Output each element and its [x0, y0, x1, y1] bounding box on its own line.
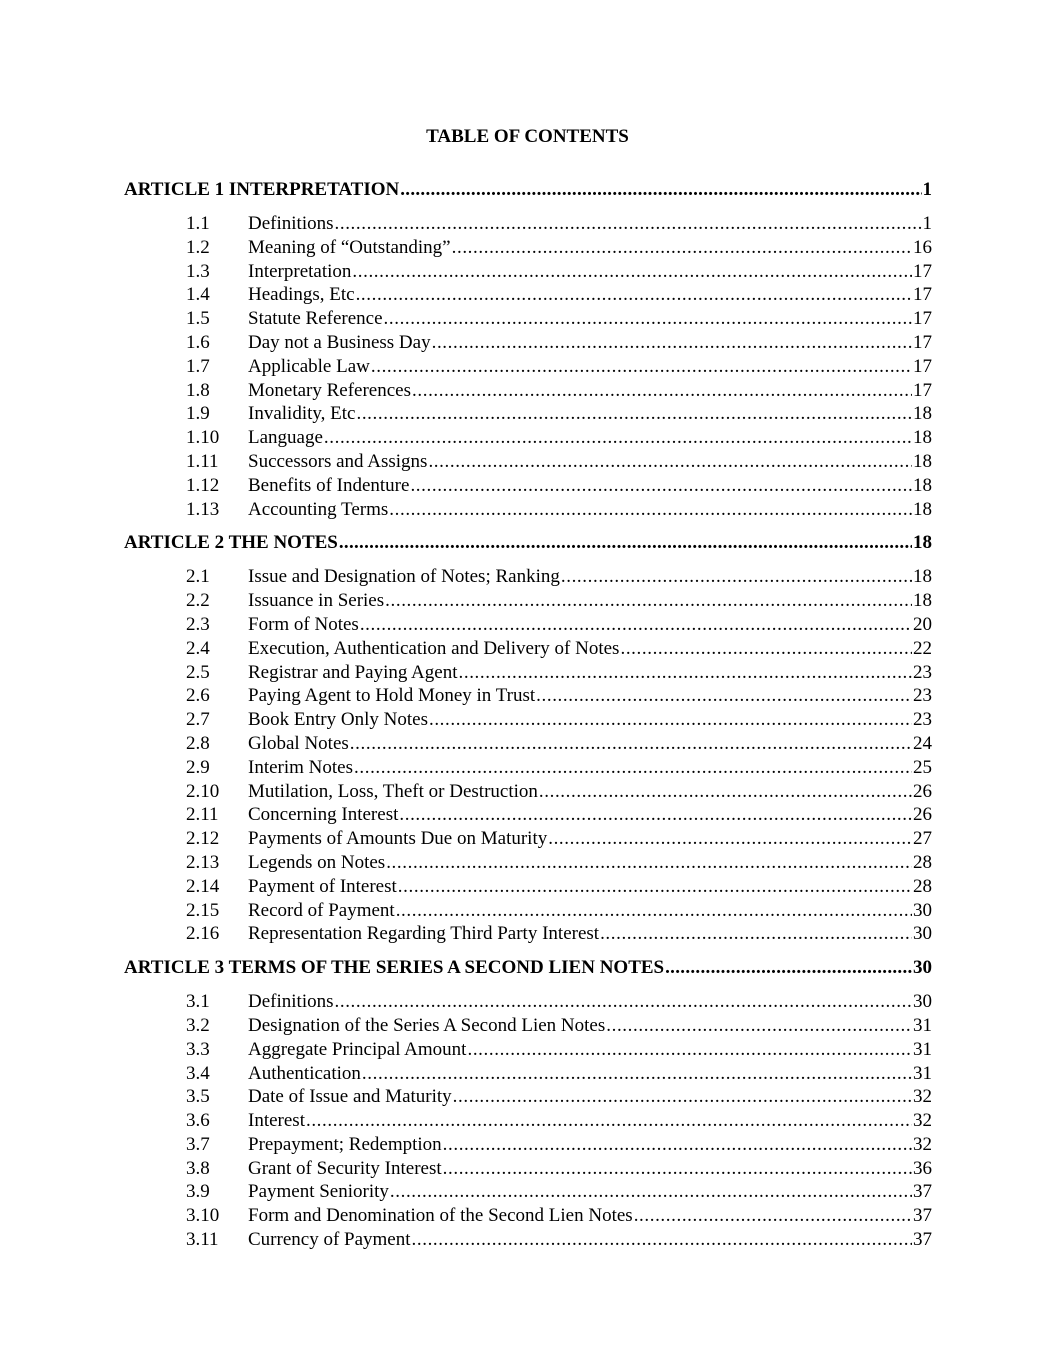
toc-section-entry[interactable]	[124, 402, 932, 426]
section-page-number: 18	[913, 498, 932, 520]
section-title: Aggregate Principal Amount	[248, 1038, 467, 1060]
dot-leader	[398, 875, 912, 899]
dot-leader	[306, 1109, 912, 1133]
toc-article-1	[124, 178, 932, 521]
article-label: ARTICLE 3 TERMS OF THE SERIES A SECOND LIEN NOTES	[124, 957, 665, 979]
toc-section-entry[interactable]	[124, 1133, 932, 1157]
section-page-number: 30	[913, 899, 932, 921]
dot-leader	[350, 732, 912, 756]
toc-section-entry[interactable]	[124, 922, 932, 946]
section-page-number: 28	[913, 875, 932, 897]
section-title: Benefits of Indenture	[248, 474, 410, 496]
dot-leader	[399, 803, 912, 827]
section-page-number: 28	[913, 851, 932, 873]
section-number: 2.4	[186, 637, 210, 659]
toc-section-entry[interactable]	[124, 355, 932, 379]
section-title: Record of Payment	[248, 899, 395, 921]
section-title: Currency of Payment	[248, 1229, 411, 1251]
section-page-number: 20	[913, 613, 932, 635]
article-page-number: 1	[922, 179, 932, 200]
section-number: 2.7	[186, 709, 210, 731]
toc-title: TABLE OF CONTENTS	[426, 126, 629, 147]
dot-leader	[362, 1062, 912, 1086]
section-page-number: 30	[913, 923, 932, 945]
toc-article-2	[124, 531, 932, 946]
section-number: 2.1	[186, 566, 210, 588]
section-title: Payments of Amounts Due on Maturity	[248, 828, 548, 850]
section-title: Headings, Etc	[248, 284, 355, 306]
toc-section-entry[interactable]	[124, 732, 932, 756]
section-page-number: 37	[913, 1205, 932, 1227]
section-title: Statute Reference	[248, 308, 383, 330]
section-list	[124, 212, 932, 521]
section-page-number: 18	[913, 566, 932, 588]
section-title: Definitions	[248, 991, 334, 1013]
section-title: Concerning Interest	[248, 804, 399, 826]
section-number: 3.8	[186, 1157, 210, 1179]
section-page-number: 23	[913, 661, 932, 683]
toc-section-entry[interactable]	[124, 899, 932, 923]
dot-leader	[606, 1014, 912, 1038]
dot-leader	[324, 426, 912, 450]
dot-leader	[548, 827, 912, 851]
dot-leader	[371, 355, 912, 379]
dot-leader	[459, 661, 913, 685]
dot-leader	[429, 708, 912, 732]
section-number: 3.5	[186, 1086, 210, 1108]
section-number: 2.15	[186, 899, 220, 921]
section-title: Registrar and Paying Agent	[248, 661, 458, 683]
section-title: Prepayment; Redemption	[248, 1133, 442, 1155]
section-page-number: 37	[913, 1181, 932, 1203]
dot-leader	[561, 565, 912, 589]
section-page-number: 1	[922, 213, 932, 234]
dot-leader	[467, 1038, 912, 1062]
section-page-number: 31	[913, 1038, 932, 1060]
toc-section-entry[interactable]	[124, 1014, 932, 1038]
dot-leader	[356, 402, 912, 426]
section-number: 1.3	[186, 260, 210, 282]
section-number: 2.12	[186, 828, 220, 850]
section-number: 2.2	[186, 590, 210, 612]
dot-leader	[356, 283, 912, 307]
toc-section-entry[interactable]	[124, 260, 932, 284]
section-page-number: 36	[913, 1157, 932, 1179]
toc-section-entry[interactable]	[124, 1062, 932, 1086]
section-title: Issuance in Series	[248, 590, 385, 612]
dot-leader	[352, 260, 912, 284]
section-page-number: 17	[913, 308, 932, 330]
section-page-number: 32	[913, 1133, 932, 1155]
section-page-number: 18	[913, 427, 932, 449]
toc-section-entry[interactable]	[124, 851, 932, 875]
section-number: 1.5	[186, 308, 210, 330]
section-title: Issue and Designation of Notes; Ranking	[248, 566, 560, 588]
dot-leader	[536, 684, 912, 708]
toc-section-entry[interactable]	[124, 684, 932, 708]
dot-leader	[443, 1133, 912, 1157]
dot-leader	[389, 498, 912, 522]
section-title: Form and Denomination of the Second Lien Notes	[248, 1205, 633, 1227]
section-number: 3.6	[186, 1110, 210, 1132]
toc-section-entry[interactable]	[124, 1180, 932, 1204]
section-page-number: 17	[913, 355, 932, 377]
section-title: Invalidity, Etc	[248, 403, 356, 425]
section-list	[124, 565, 932, 946]
dot-leader	[453, 1085, 912, 1109]
toc-section-entry[interactable]	[124, 307, 932, 331]
dot-leader	[400, 178, 921, 202]
dot-leader	[634, 1204, 912, 1228]
section-page-number: 31	[913, 1014, 932, 1036]
toc-section-entry[interactable]	[124, 498, 932, 522]
toc-section-entry[interactable]	[124, 331, 932, 355]
section-page-number: 18	[913, 590, 932, 612]
section-number: 3.1	[186, 991, 210, 1013]
toc-section-entry[interactable]	[124, 1157, 932, 1181]
toc-section-entry[interactable]	[124, 1085, 932, 1109]
dot-leader	[412, 379, 912, 403]
section-number: 2.9	[186, 756, 210, 778]
section-page-number: 31	[913, 1062, 932, 1084]
dot-leader	[410, 474, 912, 498]
dot-leader	[335, 990, 913, 1014]
section-number: 3.11	[186, 1229, 219, 1251]
dot-leader	[339, 531, 912, 555]
section-page-number: 17	[913, 331, 932, 353]
article-page-number: 18	[913, 532, 932, 554]
section-number: 1.1	[186, 213, 210, 234]
section-number: 2.13	[186, 851, 220, 873]
section-page-number: 30	[913, 991, 932, 1013]
section-title: Successors and Assigns	[248, 450, 428, 472]
toc-section-entry[interactable]	[124, 589, 932, 613]
section-number: 3.4	[186, 1062, 210, 1084]
section-number: 2.5	[186, 661, 210, 683]
article-label: ARTICLE 2 THE NOTES	[124, 532, 338, 554]
section-title: Interest	[248, 1110, 305, 1132]
toc-section-entry[interactable]	[124, 780, 932, 804]
section-number: 1.8	[186, 379, 210, 401]
section-title: Designation of the Series A Second Lien Notes	[248, 1014, 606, 1036]
section-number: 2.11	[186, 804, 219, 826]
toc-section-entry[interactable]	[124, 450, 932, 474]
dot-leader	[539, 780, 912, 804]
section-page-number: 22	[913, 637, 932, 659]
section-number: 1.4	[186, 284, 210, 306]
section-page-number: 23	[913, 709, 932, 731]
section-title: Applicable Law	[248, 355, 370, 377]
section-number: 3.2	[186, 1014, 210, 1036]
dot-leader	[600, 922, 912, 946]
section-page-number: 32	[913, 1086, 932, 1108]
toc-section-entry[interactable]	[124, 379, 932, 403]
section-page-number: 18	[913, 450, 932, 472]
toc-section-entry[interactable]	[124, 756, 932, 780]
dot-leader	[620, 637, 912, 661]
section-page-number: 26	[913, 804, 932, 826]
dot-leader	[335, 212, 922, 236]
toc-section-entry[interactable]	[124, 990, 932, 1014]
section-page-number: 23	[913, 685, 932, 707]
toc-section-entry[interactable]	[124, 637, 932, 661]
section-number: 2.14	[186, 875, 220, 897]
section-number: 1.2	[186, 236, 210, 258]
section-number: 1.7	[186, 355, 210, 377]
section-title: Interpretation	[248, 260, 352, 282]
section-title: Legends on Notes	[248, 851, 386, 873]
section-title: Payment of Interest	[248, 875, 397, 897]
toc-section-entry[interactable]	[124, 1204, 932, 1228]
section-list	[124, 990, 932, 1252]
section-title: Monetary References	[248, 379, 412, 401]
toc-section-entry[interactable]	[124, 613, 932, 637]
toc-section-entry[interactable]	[124, 1228, 932, 1252]
section-page-number: 18	[913, 474, 932, 496]
section-title: Day not a Business Day	[248, 331, 431, 353]
dot-leader	[443, 1157, 912, 1181]
section-title: Form of Notes	[248, 613, 359, 635]
section-title: Language	[248, 427, 323, 449]
section-title: Paying Agent to Hold Money in Trust	[248, 685, 536, 707]
toc-section-entry[interactable]	[124, 661, 932, 685]
section-page-number: 26	[913, 780, 932, 802]
section-title: Payment Seniority	[248, 1181, 389, 1203]
article-label: ARTICLE 1 INTERPRETATION	[124, 179, 400, 200]
toc-article-heading[interactable]	[124, 178, 932, 202]
dot-leader	[354, 756, 912, 780]
section-page-number: 27	[913, 828, 932, 850]
section-number: 1.13	[186, 498, 220, 520]
toc-section-entry[interactable]	[124, 827, 932, 851]
toc-section-entry[interactable]	[124, 474, 932, 498]
dot-leader	[665, 956, 912, 980]
dot-leader	[412, 1228, 912, 1252]
section-number: 1.9	[186, 403, 210, 425]
section-number: 2.3	[186, 613, 210, 635]
section-number: 1.12	[186, 474, 220, 496]
section-title: Authentication	[248, 1062, 361, 1084]
section-title: Mutilation, Loss, Theft or Destruction	[248, 780, 538, 802]
toc-section-entry[interactable]	[124, 875, 932, 899]
dot-leader	[386, 851, 912, 875]
toc-article-heading[interactable]	[124, 956, 932, 980]
table-of-contents	[124, 178, 932, 1252]
section-page-number: 25	[913, 756, 932, 778]
section-title: Global Notes	[248, 732, 349, 754]
section-title: Book Entry Only Notes	[248, 709, 428, 731]
section-number: 3.7	[186, 1133, 210, 1155]
toc-section-entry[interactable]	[124, 212, 932, 236]
section-title: Interim Notes	[248, 756, 354, 778]
section-title: Date of Issue and Maturity	[248, 1086, 452, 1108]
section-page-number: 17	[913, 284, 932, 306]
dot-leader	[390, 1180, 912, 1204]
dot-leader	[384, 307, 912, 331]
section-page-number: 24	[913, 732, 932, 754]
dot-leader	[396, 899, 912, 923]
toc-section-entry[interactable]	[124, 565, 932, 589]
toc-section-entry[interactable]	[124, 236, 932, 260]
section-number: 1.11	[186, 450, 219, 472]
toc-article-3	[124, 956, 932, 1252]
toc-article-heading[interactable]	[124, 531, 932, 555]
section-page-number: 37	[913, 1229, 932, 1251]
section-title: Meaning of “Outstanding”	[248, 236, 451, 258]
toc-section-entry[interactable]	[124, 1038, 932, 1062]
section-page-number: 32	[913, 1110, 932, 1132]
toc-section-entry[interactable]	[124, 1109, 932, 1133]
toc-section-entry[interactable]	[124, 426, 932, 450]
section-number: 1.6	[186, 331, 210, 353]
section-page-number: 16	[913, 236, 932, 258]
section-page-number: 18	[913, 403, 932, 425]
section-page-number: 17	[913, 379, 932, 401]
dot-leader	[452, 236, 912, 260]
toc-section-entry[interactable]	[124, 803, 932, 827]
section-title: Accounting Terms	[248, 498, 389, 520]
section-title: Execution, Authentication and Delivery of Notes	[248, 637, 620, 659]
section-number: 3.10	[186, 1205, 220, 1227]
section-number: 2.6	[186, 685, 210, 707]
article-page-number: 30	[913, 957, 932, 979]
toc-section-entry[interactable]	[124, 708, 932, 732]
section-number: 2.10	[186, 780, 220, 802]
section-page-number: 17	[913, 260, 932, 282]
section-number: 3.3	[186, 1038, 210, 1060]
dot-leader	[360, 613, 912, 637]
dot-leader	[428, 450, 912, 474]
section-title: Grant of Security Interest	[248, 1157, 442, 1179]
section-title: Representation Regarding Third Party Interest	[248, 923, 600, 945]
dot-leader	[432, 331, 912, 355]
dot-leader	[385, 589, 912, 613]
toc-section-entry[interactable]	[124, 283, 932, 307]
section-title: Definitions	[248, 213, 334, 234]
section-number: 3.9	[186, 1181, 210, 1203]
section-number: 2.8	[186, 732, 210, 754]
section-number: 1.10	[186, 427, 220, 449]
section-number: 2.16	[186, 923, 220, 945]
